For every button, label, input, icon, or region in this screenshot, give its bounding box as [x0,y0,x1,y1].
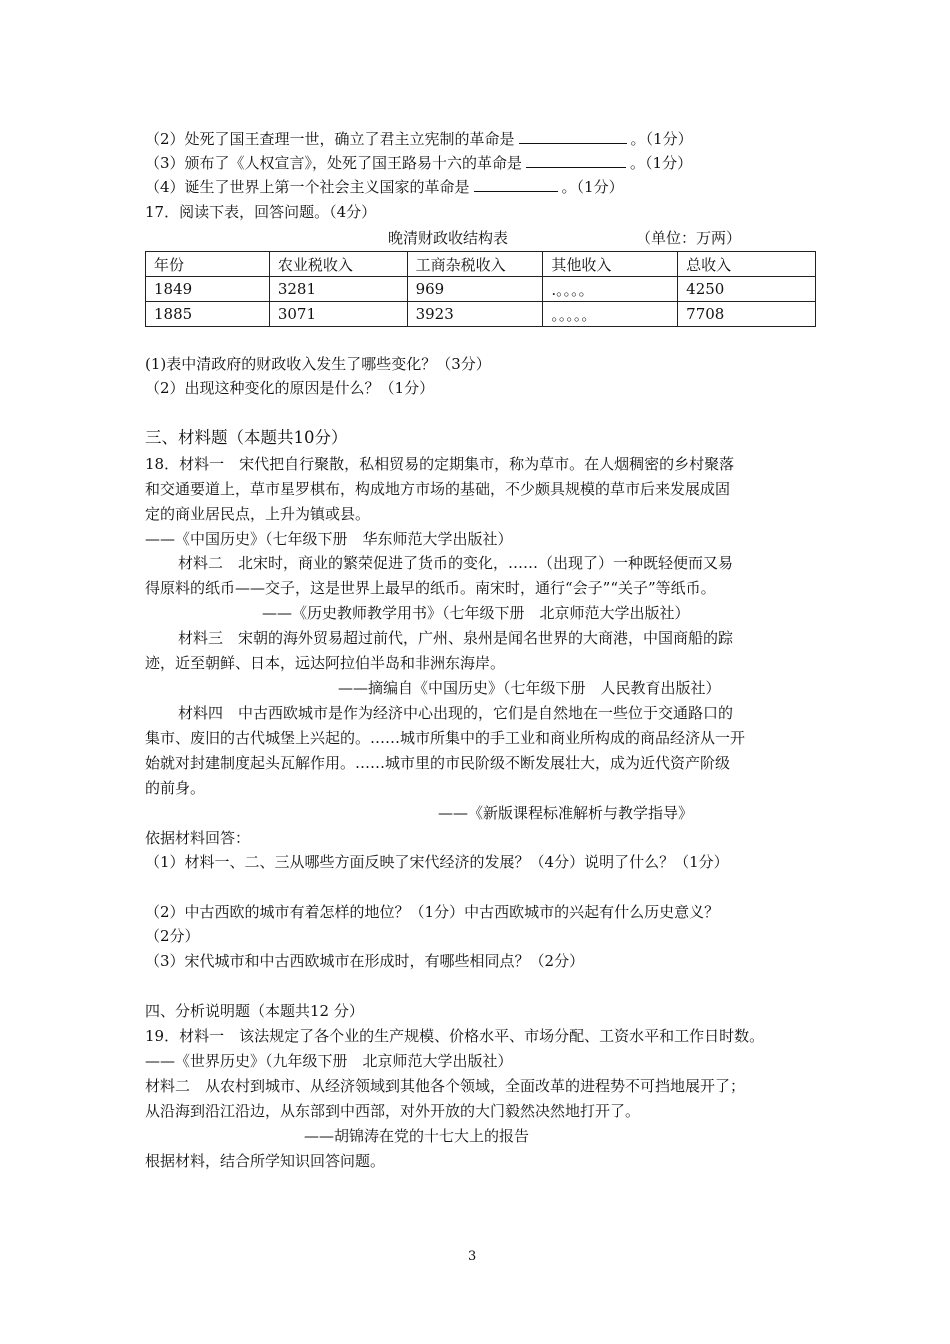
section-4-heading: 四、分析说明题（本题共12 分） [145,1002,364,1020]
q18-question-2: （2）中古西欧的城市有着怎样的地位？（1分）中古西欧城市的兴起有什么历史意义？ [145,903,720,921]
material-text: 材料四 中古西欧城市是作为经济中心出现的，它们是自然地在一些位于交通路口的 [178,704,734,722]
material-text: 迹，近至朝鲜、日本，远达阿拉伯半岛和非洲东海岸。 [145,654,506,672]
answer-intro: 依据材料回答： [145,829,251,847]
table-cell: 4250 [678,277,816,302]
material-text: 始就对封建制度起头瓦解作用。……城市里的市民阶级不断发展壮大，成为近代资产阶级 [145,754,731,772]
material-source: ——《世界历史》（九年级下册 北京师范大学出版社） [145,1052,513,1070]
q16-item-3 [145,153,692,173]
table-header-cell: 农业税收入 [269,252,407,277]
material-text: 和交通要道上，草市星罗棋布，构成地方市场的基础，不少颇具规模的草市后来发展成固 [145,480,731,498]
q18-question-3: （3）宋代城市和中古西欧城市在形成时，有哪些相同点？（2分） [145,952,585,970]
q19-prompt: 根据材料，结合所学知识回答问题。 [145,1152,386,1170]
table-header-cell: 工商杂税收入 [407,252,543,277]
q18-question-2-cont: （2分） [145,927,200,945]
q18-question-1: （1）材料一、二、三从哪些方面反映了宋代经济的发展？（4分）说明了什么？（1分） [145,853,729,871]
answer-blank[interactable] [519,129,627,144]
q16-item-4 [145,177,624,197]
q17-question-1: (1)表中清政府的财政收入发生了哪些变化？（3分） [145,355,491,373]
material-text: 得原料的纸币——交子，这是世界上最早的纸币。南宋时，通行“会子”“关子”等纸币。 [145,579,716,597]
q16-item-3-text: （3）颁布了《人权宣言》，处死了国王路易十六的革命是 [145,154,523,172]
q16-item-4-text: （4）诞生了世界上第一个社会主义国家的革命是 [145,178,470,196]
page-number: 3 [468,1249,477,1264]
table-row [146,302,816,327]
table-cell: 。。。。。 [543,302,678,327]
table-cell: .。。。。 [543,277,678,302]
material-text: 材料二 从农村到城市、从经济领域到其他各个领域，全面改革的进程势不可挡地展开了； [145,1077,746,1095]
table-cell: 3281 [269,277,407,302]
material-source: ——《新版课程标准解析与教学指导》 [438,804,694,822]
table-cell: 969 [407,277,543,302]
material-source: ——《中国历史》（七年级下册 华东师范大学出版社） [145,530,513,548]
q17-question-2: （2）出现这种变化的原因是什么？（1分） [145,379,435,397]
material-text: 19．材料一 该法规定了各个业的生产规模、价格水平、市场分配、工资水平和工作日时数。 [145,1027,765,1045]
material-text: 材料二 北宋时，商业的繁荣促进了货币的变化，……（出现了）一种既轻便而又易 [178,554,734,572]
material-text: 的前身。 [145,779,206,797]
material-source: ——胡锦涛在党的十七大上的报告 [304,1127,530,1145]
table-cell: 3923 [407,302,543,327]
q16-item-4-score: 。（1分） [561,178,624,196]
q16-item-2-text: （2）处死了国王查理一世，确立了君主立宪制的革命是 [145,130,515,148]
finance-table [145,251,816,327]
table-unit: （单位：万两） [636,229,742,247]
table-header-cell: 年份 [146,252,270,277]
table-cell: 1885 [146,302,270,327]
material-text: 定的商业居民点，上升为镇或县。 [145,505,371,523]
material-text: 18．材料一 宋代把自行聚散，私相贸易的定期集市，称为草市。在人烟稠密的乡村聚落 [145,455,735,473]
material-source: ——摘编自《中国历史》（七年级下册 人民教育出版社） [338,679,721,697]
table-row [146,277,816,302]
q16-item-2-score: 。（1分） [630,130,693,148]
table-header-cell: 总收入 [678,252,816,277]
answer-blank[interactable] [474,177,558,192]
material-text: 材料三 宋朝的海外贸易超过前代，广州、泉州是闻名世界的大商港，中国商船的踪 [178,629,734,647]
table-header-cell: 其他收入 [543,252,678,277]
table-cell: 3071 [269,302,407,327]
material-text: 集市、废旧的古代城堡上兴起的。……城市所集中的手工业和商业所构成的商品经济从一开 [145,729,746,747]
q16-item-2 [145,129,693,149]
table-title: 晚清财政收结构表 [388,229,509,247]
section-3-heading: 三、材料题（本题共10分） [145,428,348,447]
table-header-row [146,252,816,277]
material-source: ——《历史教师教学用书》（七年级下册 北京师范大学出版社） [262,604,690,622]
material-text: 从沿海到沿江沿边，从东部到中西部，对外开放的大门毅然决然地打开了。 [145,1102,641,1120]
q17-heading: 17．阅读下表，回答问题。（4分） [145,203,377,221]
table-cell: 7708 [678,302,816,327]
table-cell: 1849 [146,277,270,302]
q16-item-3-score: 。（1分） [630,154,693,172]
answer-blank[interactable] [526,153,626,168]
